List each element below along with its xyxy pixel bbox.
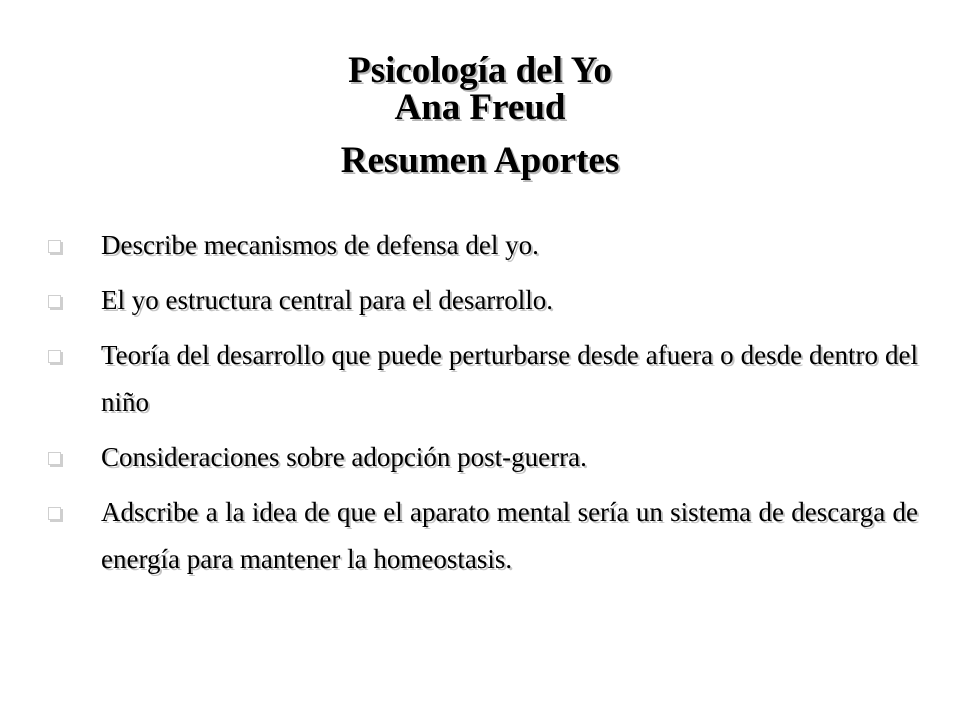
- bullet-item: [48, 222, 918, 269]
- bullet-item: [48, 434, 918, 481]
- bullet-text: Adscribe a la idea de que el aparato mental sería un sistema de descarga de energía para mantener la homeostasis.: [101, 497, 918, 574]
- square-bullet-icon: [48, 295, 61, 308]
- slide-title: [0, 52, 960, 179]
- bullet-item: [48, 277, 918, 324]
- square-bullet-icon: [48, 350, 61, 363]
- title-author: Ana Freud: [394, 87, 566, 128]
- square-bullet-icon: [48, 452, 61, 465]
- title-main: Psicología del Yo: [348, 50, 612, 91]
- title-subtitle: Resumen Aportes: [340, 140, 620, 181]
- bullet-item: [48, 332, 918, 426]
- bullet-text: Consideraciones sobre adopción post-guerra.: [101, 442, 587, 472]
- bullet-text: Describe mecanismos de defensa del yo.: [101, 230, 539, 260]
- bullet-list: [48, 222, 918, 591]
- bullet-text: El yo estructura central para el desarrollo.: [101, 285, 554, 315]
- bullet-text: Teoría del desarrollo que puede perturbarse desde afuera o desde dentro del niño: [101, 340, 918, 417]
- square-bullet-icon: [48, 507, 61, 520]
- bullet-item: [48, 489, 918, 583]
- square-bullet-icon: [48, 240, 61, 253]
